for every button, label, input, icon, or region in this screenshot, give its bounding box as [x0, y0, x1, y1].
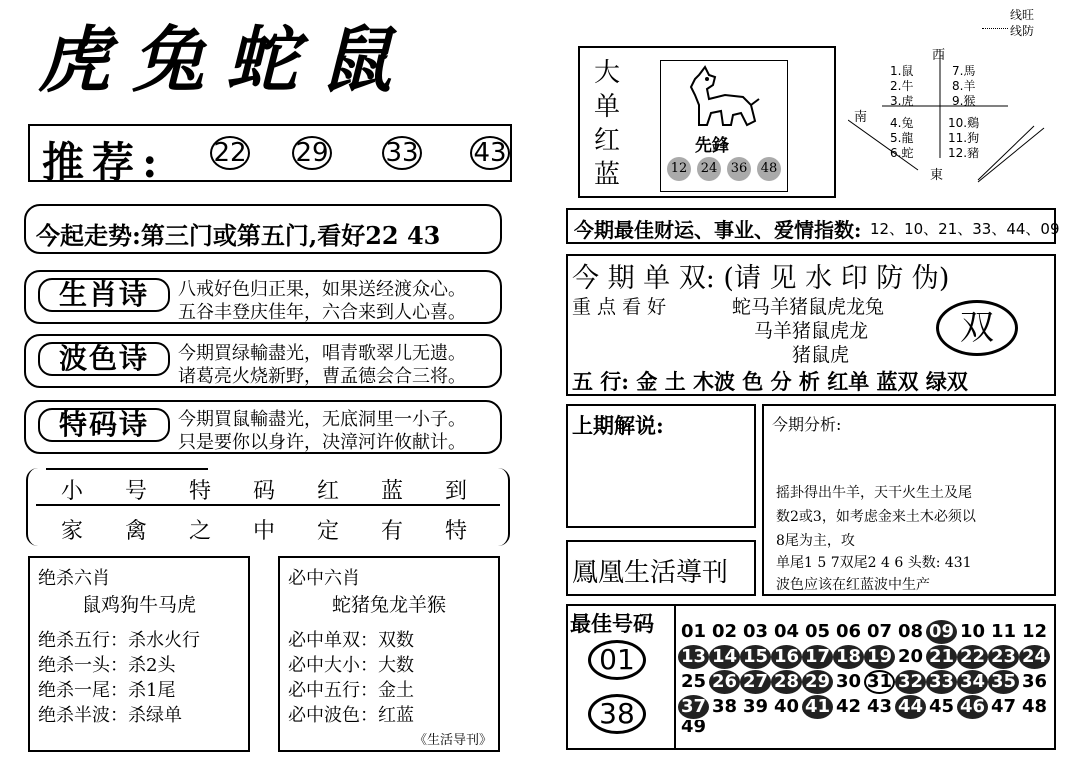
number-cell: 03 [742, 621, 769, 642]
index-box [566, 208, 1060, 244]
number-cell: 21 [926, 645, 957, 669]
poem-line: 只是要你以身许，决漳河许攸献计。 [178, 432, 466, 453]
focus-line: 猪鼠虎 [792, 344, 850, 366]
trend-text: 今起走势:第三门或第五门,看好22 43 [36, 221, 441, 250]
kill-line: 绝杀五行：杀水火行 [38, 630, 200, 651]
must-title: 必中六肖 [288, 568, 360, 589]
number-cell: 06 [835, 621, 862, 642]
compass-south: 南 [854, 110, 868, 125]
recommend-number: 33 [382, 136, 422, 170]
number-cell: 17 [802, 645, 833, 669]
number-cell: 37 [678, 695, 709, 719]
number-cell: 40 [773, 696, 800, 717]
number-cell: 18 [833, 645, 864, 669]
grid-char: 特 [188, 479, 211, 504]
grid-char: 之 [188, 519, 211, 544]
best-pick: 38 [588, 694, 646, 734]
number-cell: 28 [771, 670, 802, 694]
grid-char: 小 [60, 479, 83, 504]
number-cell: 16 [771, 645, 802, 669]
focus-label: 重 点 看 好 [572, 296, 667, 318]
kill-box [28, 556, 250, 752]
character-grid [26, 468, 510, 546]
zodiac-item: 6.蛇 [890, 146, 914, 160]
number-cell: 04 [773, 621, 800, 642]
number-cell: 22 [957, 645, 988, 669]
number-cell: 47 [990, 696, 1017, 717]
poem-line: 今期買鼠輸盡光，无底洞里一小子。 [178, 409, 466, 430]
xianfeng-box [578, 46, 836, 198]
grid-char: 中 [252, 519, 275, 544]
recommend-box [28, 124, 512, 187]
number-cell: 09 [926, 620, 957, 644]
must-line: 必中大小：大数 [288, 655, 414, 676]
number-cell: 20 [897, 646, 924, 667]
xianfeng-side: 单 [594, 92, 621, 122]
grid-char: 号 [124, 479, 147, 504]
fang-dots [982, 28, 1008, 29]
number-cell: 25 [680, 671, 707, 692]
grid-char: 特 [444, 519, 467, 544]
number-cell: 34 [957, 670, 988, 694]
number-cell: 24 [1019, 645, 1050, 669]
zodiac-item: 4.兔 [890, 116, 914, 130]
number-cell: 01 [680, 621, 707, 642]
number-cell: 35 [988, 670, 1019, 694]
fang-label: 线防 [1010, 24, 1035, 38]
poem-line: 诸葛亮火烧新野，曹孟德会合三将。 [178, 366, 466, 387]
grid-char: 蓝 [380, 479, 403, 504]
brand-label: 鳳凰生活導刊 [572, 558, 729, 588]
xianfeng-ball: 12 [667, 157, 691, 181]
recommend-number: 29 [292, 136, 332, 170]
number-cell: 46 [957, 695, 988, 719]
grid-divider [46, 468, 208, 470]
kill-line: 绝杀一头：杀2头 [38, 655, 176, 676]
trend-box [24, 204, 502, 254]
number-cell: 31 [864, 670, 895, 694]
single-double-heading: 今 期 单 双: (请 见 水 印 防 伪) [572, 263, 950, 294]
number-cell: 44 [895, 695, 926, 719]
number-cell: 43 [866, 696, 893, 717]
poem-color-box [24, 334, 502, 388]
number-cell: 30 [835, 671, 862, 692]
number-cell: 15 [740, 645, 771, 669]
last-period-label: 上期解说: [572, 413, 664, 438]
grid-char: 有 [380, 519, 403, 544]
poem-line: 五谷丰登庆佳年，六合来到人心喜。 [178, 302, 466, 323]
best-divider [674, 606, 676, 748]
number-cell: 48 [1021, 696, 1048, 717]
zodiac-item: 12.豬 [948, 146, 980, 160]
zodiac-item: 9.猴 [952, 94, 976, 108]
kill-line: 绝杀一尾：杀1尾 [38, 680, 176, 701]
number-cell: 19 [864, 645, 895, 669]
number-cell: 02 [711, 621, 738, 642]
number-cell: 12 [1021, 621, 1048, 642]
analysis-line: 单尾1 5 7双尾2 4 6 头数: 431 [776, 555, 972, 571]
grid-char: 码 [252, 479, 275, 504]
kill-line: 绝杀半波：杀绿单 [38, 705, 182, 726]
kill-title: 绝杀六肖 [38, 568, 110, 589]
number-cell: 45 [928, 696, 955, 717]
number-cell: 49 [680, 720, 707, 734]
grid-char: 到 [444, 479, 467, 504]
last-period-box [566, 404, 756, 528]
zodiac-item: 7.馬 [952, 64, 976, 78]
number-cell: 39 [742, 696, 769, 717]
number-cell: 05 [804, 621, 831, 642]
xianfeng-side: 蓝 [594, 160, 621, 190]
must-line: 必中五行：金土 [288, 680, 414, 701]
analysis-line: 波色应该在红蓝波中生产 [776, 577, 930, 593]
xianfeng-label: 先鋒 [695, 136, 729, 156]
must-animals: 蛇猪兔龙羊猴 [332, 594, 447, 616]
number-cell: 33 [926, 670, 957, 694]
analysis-label: 今期分析: [772, 415, 842, 434]
must-line: 必中单双：双数 [288, 630, 414, 651]
analysis-line: 数2或3，如考虑金来土木必须以 [776, 509, 976, 525]
compass-west: 西 [932, 48, 946, 63]
must-box [278, 556, 500, 752]
wang-label: 线旺 [1010, 8, 1035, 22]
brand-box [566, 540, 756, 596]
poem-zodiac-box [24, 270, 502, 324]
number-cell: 41 [802, 695, 833, 719]
poem-color-label: 波色诗 [38, 342, 170, 376]
index-values: 12、10、21、33、44、09 [870, 220, 1060, 238]
number-cell: 32 [895, 670, 926, 694]
grid-char: 红 [316, 479, 339, 504]
zodiac-item: 10.鷄 [948, 116, 980, 130]
number-cell: 29 [802, 670, 833, 694]
number-cell: 11 [990, 621, 1017, 642]
best-box [566, 604, 1056, 750]
poem-line: 今期買绿輸盡光，唱青歌翠儿无遗。 [178, 343, 466, 364]
analysis-line: 8尾为主，攻 [776, 533, 855, 549]
kill-animals: 鼠鸡狗牛马虎 [82, 594, 197, 616]
must-line: 必中波色：红蓝 [288, 705, 414, 726]
compass-east: 東 [930, 168, 944, 183]
analysis-box [762, 404, 1056, 596]
focus-line: 马羊猪鼠虎龙 [754, 320, 869, 342]
number-cell: 07 [866, 621, 893, 642]
number-cell: 13 [678, 645, 709, 669]
number-grid [678, 620, 1054, 748]
double-stamp: 双 [936, 300, 1018, 356]
zodiac-item: 8.羊 [952, 79, 976, 93]
grid-char: 定 [316, 519, 339, 544]
xianfeng-ball: 24 [697, 157, 721, 181]
poem-zodiac-label: 生肖诗 [38, 278, 170, 312]
number-cell: 38 [711, 696, 738, 717]
poem-special-label: 特码诗 [38, 408, 170, 442]
index-label: 今期最佳财运、事业、爱情指数: [574, 218, 862, 242]
number-cell: 14 [709, 645, 740, 669]
xianfeng-side: 红 [594, 126, 621, 156]
zodiac-item: 1.鼠 [890, 64, 914, 78]
best-label: 最佳号码 [570, 611, 654, 636]
page-title: 虎兔蛇鼠 [38, 17, 415, 102]
zodiac-item: 2.牛 [890, 79, 914, 93]
grid-char: 家 [60, 519, 83, 544]
number-cell: 08 [897, 621, 924, 642]
poem-special-box [24, 400, 502, 454]
analysis-line: 摇卦得出牛羊，天干火生土及尾 [776, 485, 972, 501]
zodiac-item: 11.狗 [948, 131, 980, 145]
number-cell: 10 [959, 621, 986, 642]
number-cell: 26 [709, 670, 740, 694]
best-pick: 01 [588, 640, 646, 680]
xianfeng-ball: 48 [757, 157, 781, 181]
recommend-label: 推荐: [42, 138, 166, 187]
number-cell: 27 [740, 670, 771, 694]
source-label: 《生活导刊》 [413, 733, 492, 748]
number-cell: 23 [988, 645, 1019, 669]
number-cell: 36 [1021, 671, 1048, 692]
grid-char: 禽 [124, 519, 147, 544]
wuxing-line: 五 行: 金 土 木波 色 分 析 红单 蓝双 绿双 [572, 369, 968, 394]
recommend-number: 43 [470, 136, 510, 170]
xianfeng-side: 大 [594, 58, 621, 88]
zodiac-item: 5.龍 [890, 131, 914, 145]
zodiac-compass [848, 40, 1068, 190]
xianfeng-frame [660, 60, 788, 192]
dog-icon [685, 65, 763, 129]
number-cell: 42 [835, 696, 862, 717]
recommend-number: 22 [210, 136, 250, 170]
poem-line: 八戒好色归正果，如果送经渡众心。 [178, 279, 466, 300]
focus-line: 蛇马羊猪鼠虎龙兔 [732, 296, 885, 318]
xianfeng-ball: 36 [727, 157, 751, 181]
zodiac-item: 3.虎 [890, 94, 914, 108]
single-double-box [566, 254, 1056, 396]
